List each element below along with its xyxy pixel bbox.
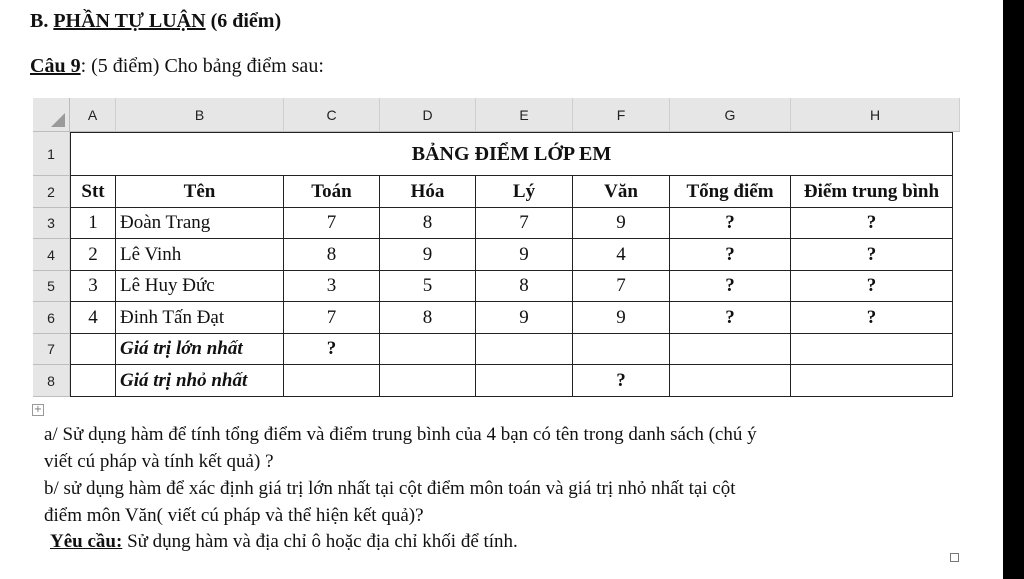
header-ly[interactable]: Lý — [476, 176, 573, 208]
cell-toan[interactable]: 7 — [284, 302, 380, 334]
cell-hoa[interactable]: 8 — [380, 208, 476, 239]
cell-tong-diem[interactable]: ? — [670, 302, 791, 334]
cell-stt[interactable]: 4 — [70, 302, 116, 334]
cell-van[interactable]: 9 — [573, 302, 670, 334]
cell-stt[interactable]: 1 — [70, 208, 116, 239]
row-header-2[interactable]: 2 — [33, 176, 70, 208]
header-diem-trung-binh[interactable]: Điểm trung bình — [791, 176, 953, 208]
cell-tong-diem[interactable]: ? — [670, 208, 791, 239]
cell-empty[interactable] — [476, 365, 573, 397]
column-header-c[interactable]: C — [284, 98, 380, 132]
cell-van[interactable]: 9 — [573, 208, 670, 239]
paste-options-icon[interactable]: + — [33, 404, 43, 415]
cell-ly[interactable]: 8 — [476, 271, 573, 302]
cell-empty[interactable] — [70, 334, 116, 365]
min-van-cell[interactable]: ? — [573, 365, 670, 397]
cell-toan[interactable]: 3 — [284, 271, 380, 302]
select-all-corner[interactable] — [33, 98, 70, 132]
row-header-8[interactable]: 8 — [33, 365, 70, 397]
cell-empty[interactable] — [670, 365, 791, 397]
cell-ly[interactable]: 9 — [476, 239, 573, 271]
cell-ly[interactable]: 9 — [476, 302, 573, 334]
cell-diem-tb[interactable]: ? — [791, 208, 953, 239]
cell-name[interactable]: Lê Huy Đức — [116, 271, 284, 302]
cell-stt[interactable]: 2 — [70, 239, 116, 271]
header-stt[interactable]: Stt — [70, 176, 116, 208]
header-tong-diem[interactable]: Tổng điểm — [670, 176, 791, 208]
cell-empty[interactable] — [791, 334, 953, 365]
requirement-label: Yêu cầu: — [50, 531, 123, 552]
paragraph-a-line2: viết cú pháp và tính kết quả) ? — [44, 451, 274, 472]
cell-stt[interactable]: 3 — [70, 271, 116, 302]
column-header-f[interactable]: F — [573, 98, 670, 132]
section-main: PHẦN TỰ LUẬN — [53, 10, 206, 32]
cell-van[interactable]: 7 — [573, 271, 670, 302]
column-header-b[interactable]: B — [116, 98, 284, 132]
cell-diem-tb[interactable]: ? — [791, 239, 953, 271]
cell-empty[interactable] — [573, 334, 670, 365]
column-header-a[interactable]: A — [70, 98, 116, 132]
cell-empty[interactable] — [284, 365, 380, 397]
resize-handle-icon[interactable] — [950, 553, 959, 562]
paragraph-a-line1: a/ Sử dụng hàm để tính tổng điểm và điểm trung bình của 4 bạn có tên trong danh sách (chú ý — [44, 424, 757, 445]
cell-hoa[interactable]: 8 — [380, 302, 476, 334]
paragraph-b-line1: b/ sử dụng hàm để xác định giá trị lớn nhất tại cột điểm môn toán và giá trị nhỏ nhất tại cột — [44, 478, 736, 499]
cell-empty[interactable] — [791, 365, 953, 397]
section-title — [30, 10, 281, 33]
header-van[interactable]: Văn — [573, 176, 670, 208]
min-label-cell[interactable]: Giá trị nhỏ nhất — [116, 365, 284, 397]
table-title-cell[interactable]: BẢNG ĐIỂM LỚP EM — [70, 132, 953, 176]
header-toan[interactable]: Toán — [284, 176, 380, 208]
cell-empty[interactable] — [70, 365, 116, 397]
cell-empty[interactable] — [670, 334, 791, 365]
cell-van[interactable]: 4 — [573, 239, 670, 271]
cell-tong-diem[interactable]: ? — [670, 271, 791, 302]
section-prefix: B. — [30, 10, 54, 32]
cell-name[interactable]: Lê Vinh — [116, 239, 284, 271]
cell-diem-tb[interactable]: ? — [791, 302, 953, 334]
section-suffix: (6 điểm) — [205, 10, 282, 32]
header-hoa[interactable]: Hóa — [380, 176, 476, 208]
paragraph-b-line2: điểm môn Văn( viết cú pháp và thể hiện kết quả)? — [44, 505, 424, 526]
cell-ly[interactable]: 7 — [476, 208, 573, 239]
cell-hoa[interactable]: 5 — [380, 271, 476, 302]
row-header-7[interactable]: 7 — [33, 334, 70, 365]
right-edge-bar — [1003, 0, 1024, 579]
row-header-4[interactable]: 4 — [33, 239, 70, 271]
requirement-text: Sử dụng hàm và địa chỉ ô hoặc địa chỉ khối để tính. — [122, 531, 518, 552]
cell-empty[interactable] — [380, 365, 476, 397]
header-ten[interactable]: Tên — [116, 176, 284, 208]
spreadsheet — [33, 98, 960, 398]
select-all-triangle-icon — [51, 113, 65, 127]
max-toan-cell[interactable]: ? — [284, 334, 380, 365]
question-label: Câu 9 — [30, 55, 81, 77]
column-header-g[interactable]: G — [670, 98, 791, 132]
max-label-cell[interactable]: Giá trị lớn nhất — [116, 334, 284, 365]
row-header-6[interactable]: 6 — [33, 302, 70, 334]
column-header-h[interactable]: H — [791, 98, 960, 132]
cell-toan[interactable]: 8 — [284, 239, 380, 271]
column-header-e[interactable]: E — [476, 98, 573, 132]
cell-diem-tb[interactable]: ? — [791, 271, 953, 302]
cell-empty[interactable] — [380, 334, 476, 365]
column-header-d[interactable]: D — [380, 98, 476, 132]
requirement-line — [50, 531, 518, 553]
question-line — [30, 55, 324, 78]
row-header-5[interactable]: 5 — [33, 271, 70, 302]
question-text: : (5 điểm) Cho bảng điểm sau: — [80, 55, 324, 77]
row-header-1[interactable]: 1 — [33, 132, 70, 176]
cell-empty[interactable] — [476, 334, 573, 365]
cell-name[interactable]: Đinh Tấn Đạt — [116, 302, 284, 334]
cell-name[interactable]: Đoàn Trang — [116, 208, 284, 239]
cell-toan[interactable]: 7 — [284, 208, 380, 239]
cell-hoa[interactable]: 9 — [380, 239, 476, 271]
cell-tong-diem[interactable]: ? — [670, 239, 791, 271]
row-header-3[interactable]: 3 — [33, 208, 70, 239]
